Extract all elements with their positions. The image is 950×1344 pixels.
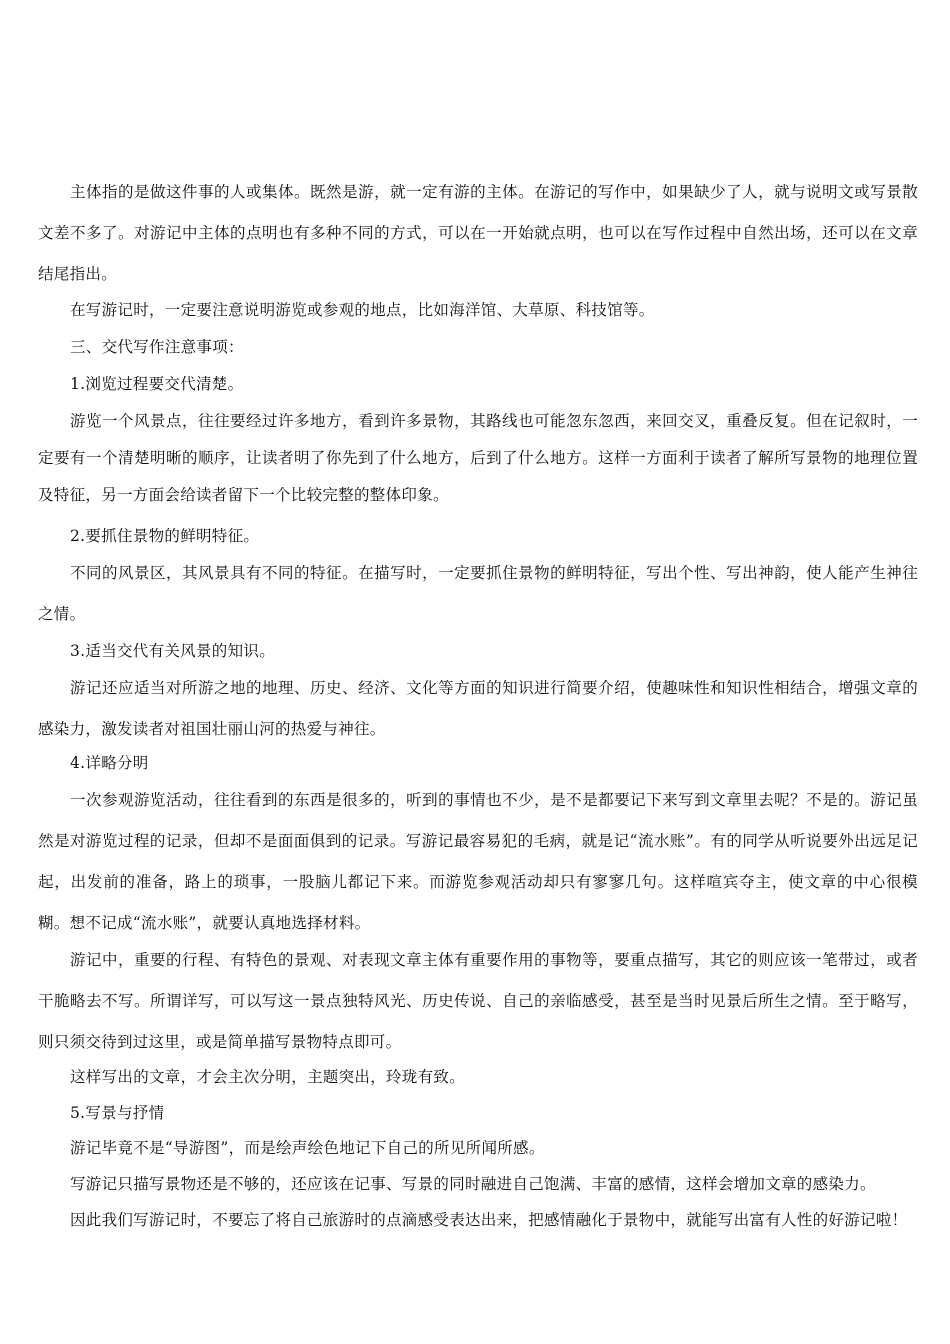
section-heading-notes: 三、交代写作注意事项： [70, 338, 244, 356]
paragraph-focus: 游记中，重要的行程、有特色的景观、对表现文章主体有重要作用的事物等，要重点描写，其它的则应该一笔带过，或者干脆略去不写。所谓详写，可以写这一景点独特风光、历史传说、自己的亲临感受，甚至是当时见景后所生之情。至于略写，则只须交待到过这里，或是简单描写景物特点即可。 [38, 951, 918, 1051]
paragraph-emotion: 写游记只描写景物还是不够的，还应该在记事、写景的同时融进自己饱满、丰富的感情，这样会增加文章的感染力。 [70, 1175, 876, 1193]
paragraph-features: 不同的风景区，其风景具有不同的特征。在描写时，一定要抓住景物的鲜明特征，写出个性、写出神韵，使人能产生神往之情。 [38, 564, 918, 623]
paragraph-result: 这样写出的文章，才会主次分明，主题突出，玲珑有致。 [70, 1068, 466, 1086]
paragraph-conclusion: 因此我们写游记时，不要忘了将自己旅游时的点滴感受表达出来，把感情融化于景物中，就能写出富有人性的好游记啦！ [70, 1211, 908, 1229]
paragraph-route: 游览一个风景点，往往要经过许多地方，看到许多景物，其路线也可能忽东忽西，来回交叉，重叠反复。但在记叙时，一定要有一个清楚明晰的顺序，让读者明了你先到了什么地方，后到了什么地方。这样一方面利于读者了解所写景物的地理位置及特征，另一方面会给读者留下一个比较完整的整体印象。 [38, 412, 918, 504]
paragraph-knowledge: 游记还应适当对所游之地的地理、历史、经济、文化等方面的知识进行简要介绍，使趣味性和知识性相结合，增强文章的感染力，激发读者对祖国壮丽山河的热爱与神往。 [38, 679, 918, 738]
point-heading-2: 2.要抓住景物的鲜明特征。 [70, 527, 260, 545]
paragraph-not-map: 游记毕竟不是“导游图”，而是绘声绘色地记下自己的所见所闻所感。 [70, 1139, 545, 1157]
point-heading-3: 3.适当交代有关风景的知识。 [70, 642, 275, 660]
point-heading-5: 5.写景与抒情 [70, 1104, 165, 1122]
point-heading-1: 1.浏览过程要交代清楚。 [70, 375, 244, 393]
point-heading-4: 4.详略分明 [70, 754, 149, 772]
paragraph-location: 在写游记时，一定要注意说明游览或参观的地点，比如海洋馆、大草原、科技馆等。 [70, 301, 655, 319]
paragraph-detail: 一次参观游览活动，往往看到的东西是很多的，听到的事情也不少，是不是都要记下来写到文章里去呢？不是的。游记虽然是对游览过程的记录，但却不是面面俱到的记录。写游记最容易犯的毛病，就是记“流水账”。有的同学从听说要外出远足记起，出发前的准备，路上的琐事，一股脑儿都记下来。而游览参观活动却只有寥寥几句。这样喧宾夺主，使文章的中心很模糊。想不记成“流水账”，就要认真地选择材料。 [38, 791, 918, 932]
paragraph-subject: 主体指的是做这件事的人或集体。既然是游，就一定有游的主体。在游记的写作中，如果缺少了人，就与说明文或写景散文差不多了。对游记中主体的点明也有多种不同的方式，可以在一开始就点明，也可以在写作过程中自然出场，还可以在文章结尾指出。 [38, 183, 918, 283]
